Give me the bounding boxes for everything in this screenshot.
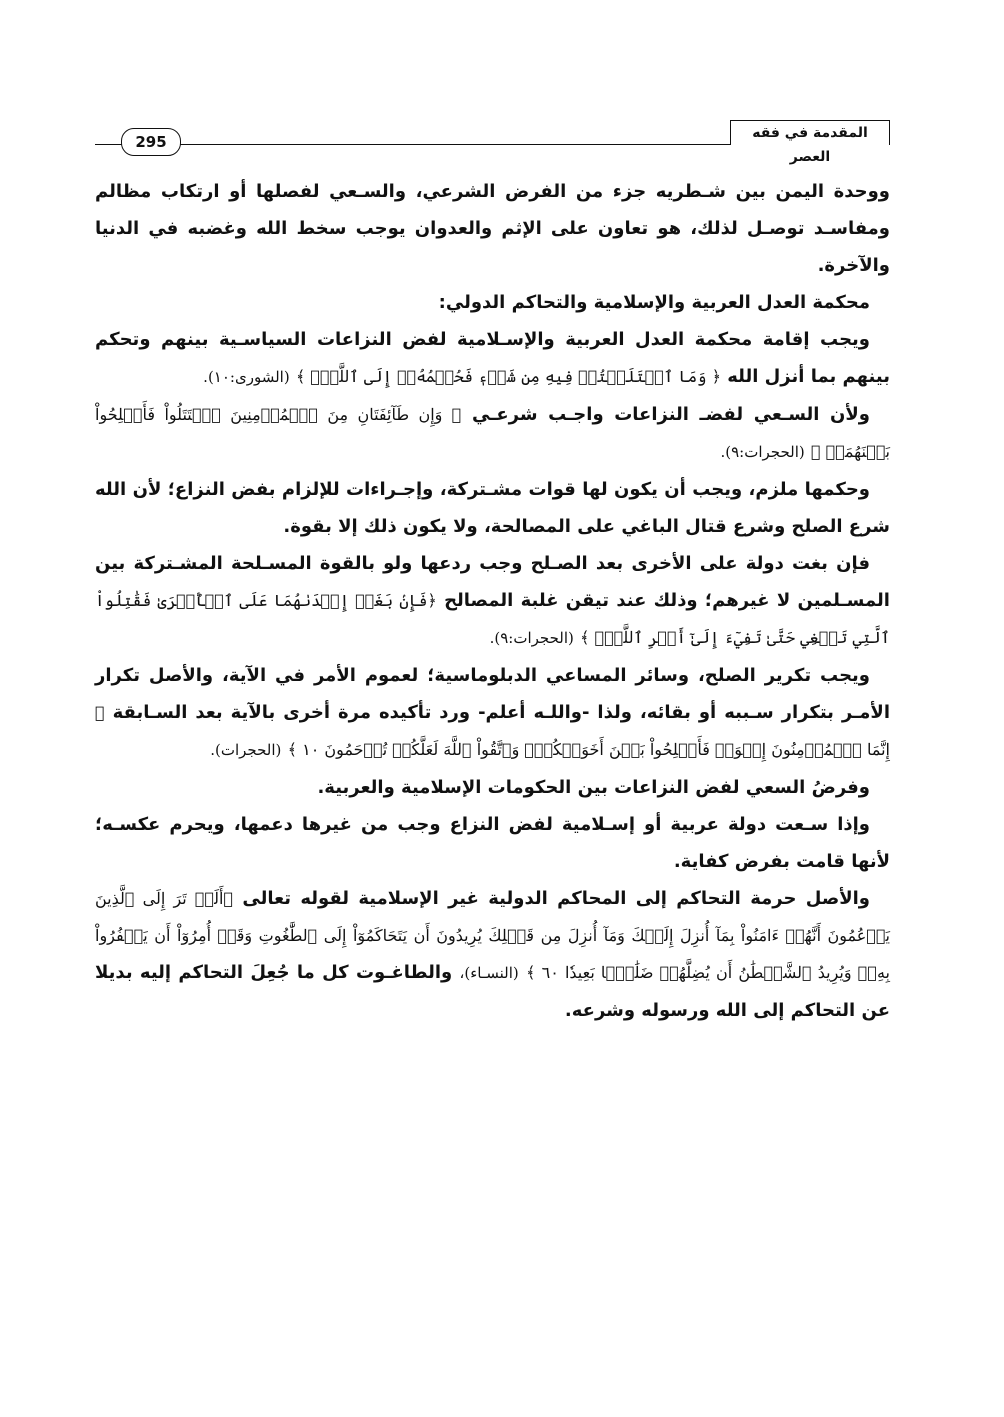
- paragraph-dispute-resolution: [95, 396, 890, 471]
- page-body: [95, 173, 890, 1029]
- verse-reference: (النسـاء)،: [459, 964, 519, 982]
- paragraph-international-courts: [95, 880, 890, 1029]
- paragraph-binding-ruling: وحكمها ملزم، ويجب أن يكون لها قوات مشـتركة، وإجـراءات للإلزام بفض النزاع؛ لأن الله شرع الصلح وشرع قتال الباغي على المصالحة، ولا يكون ذلك إلا بقوة.: [95, 479, 890, 537]
- section-heading: محكمة العدل العربية والإسلامية والتحاكم الدولي:: [438, 292, 870, 313]
- verse-reference: (الحجرات).: [210, 741, 282, 759]
- paragraph-text: فإن بغت دولة على الأخرى بعد الصـلح وجب ردعها ولو بالقوة المسـلحة المشـتركة بين المسـلمين لا غيرهم؛ وذلك عند تيقن غلبة المصالح: [95, 553, 890, 611]
- paragraph-text: ويجب إقامة محكمة العدل العربية والإسـلامية لفض النزاعات السياسـية بينهم وتحكم بينهم بما أنزل الله: [95, 329, 890, 387]
- paragraph-aggression: [95, 545, 890, 657]
- paragraph-text: والأصل حرمة التحاكم إلى المحاكم الدولية غير الإسلامية لقوله تعالى: [242, 888, 870, 909]
- quran-verse: ﴿ إِنَّمَا ٱلۡمُؤۡمِنُونَ إِخۡوَةٞ فَأَصۡلِحُواْ بَيۡنَ أَخَوَيۡكُمۡۚ وَٱتَّقُواْ ٱللَّهَ لَعَلَّكُمۡ تُرۡحَمُونَ ١٠ ﴾: [95, 703, 890, 759]
- page-number: 295: [121, 128, 181, 156]
- verse-reference: (الحجرات:٩).: [489, 629, 574, 647]
- paragraph-tail: والطاغـوت كل ما جُعِلَ التحاكم إليه بديلا عن التحاكم إلى الله ورسوله وشرعه.: [95, 962, 890, 1021]
- paragraph-support: وإذا سـعت دولة عربية أو إسـلامية لفض النزاع وجب من غيرها دعمها، ويحرم عكسـه؛ لأنها قامت بفرض كفاية.: [95, 814, 890, 872]
- page-header: [95, 120, 890, 165]
- paragraph-text: ويجب تكرير الصلح، وسائر المساعي الدبلوماسية؛ لعموم الأمر في الآية، والأصل تكرار الأمـر بتكرار سـببه أو بقائه، ولذا -واللـه أعلم- ورد تأكيده مرة أخرى بالآية بعد السـابقة: [95, 665, 890, 723]
- paragraph-repeat-reconciliation: [95, 657, 890, 769]
- book-title: المقدمة في فقه العصر: [730, 120, 890, 145]
- quran-verse: ﴿أَلَمۡ تَرَ إِلَى ٱلَّذِينَ يَزۡعُمُونَ أَنَّهُمۡ ءَامَنُواْ بِمَآ أُنزِلَ إِلَيۡكَ وَمَآ أُنزِلَ مِن قَبۡلِكَ يُرِيدُونَ أَن يَتَحَاكَمُوٓاْ إِلَى ٱلطَّٰغُوتِ وَقَدۡ أُمِرُوٓاْ أَن يَكۡفُرُواْ بِهِۦۖ وَيُرِيدُ ٱلشَّيۡطَٰنُ أَن يُضِلَّهُمۡ ضَلَٰلَۢا بَعِيدٗا ٦٠ ﴾: [95, 889, 890, 982]
- paragraph-text: ولأن السـعي لفضـ النزاعات واجـب شرعـي: [471, 404, 871, 425]
- paragraph-obligation: وفرضُ السعي لفض النزاعات بين الحكومات الإسلامية والعربية.: [317, 777, 870, 798]
- quran-verse: ﴿ وَإِن طَآئِفَتَانِ مِنَ ٱلۡمُؤۡمِنِينَ ٱقۡتَتَلُواْ فَأَصۡلِحُواْ بَيۡنَهُمَاۖ ﴾: [95, 405, 890, 461]
- quran-verse: ﴿فَإِنۢ بَغَتۡ إِحۡدَىٰهُمَا عَلَى ٱلۡأُخۡرَىٰ فَقَٰتِلُواْ ٱلَّتِي تَبۡغِي حَتَّىٰ تَفِيٓءَ إِلَىٰٓ أَمۡرِ ٱللَّهِۚ ﴾: [95, 591, 890, 647]
- quran-verse: ﴿ وَمَا ٱخۡتَلَفۡتُمۡ فِيهِ مِن شَيۡءٖ فَحُكۡمُهُۥٓ إِلَى ٱللَّهِۚ ﴾: [295, 367, 721, 386]
- paragraph-yemen-unity: ووحدة اليمن بين شـطريه جزء من الفرض الشرعي، والسـعي لفصلها أو ارتكاب مظالم ومفاسـد توصـل لذلك، هو تعاون على الإثم والعدوان يوجب سخط الله وغضبه في الدنيا والآخرة.: [95, 181, 890, 276]
- verse-reference: (الحجرات:٩).: [720, 443, 805, 461]
- verse-reference: (الشورى:١٠).: [203, 368, 290, 386]
- paragraph-court-establishment: [95, 321, 890, 396]
